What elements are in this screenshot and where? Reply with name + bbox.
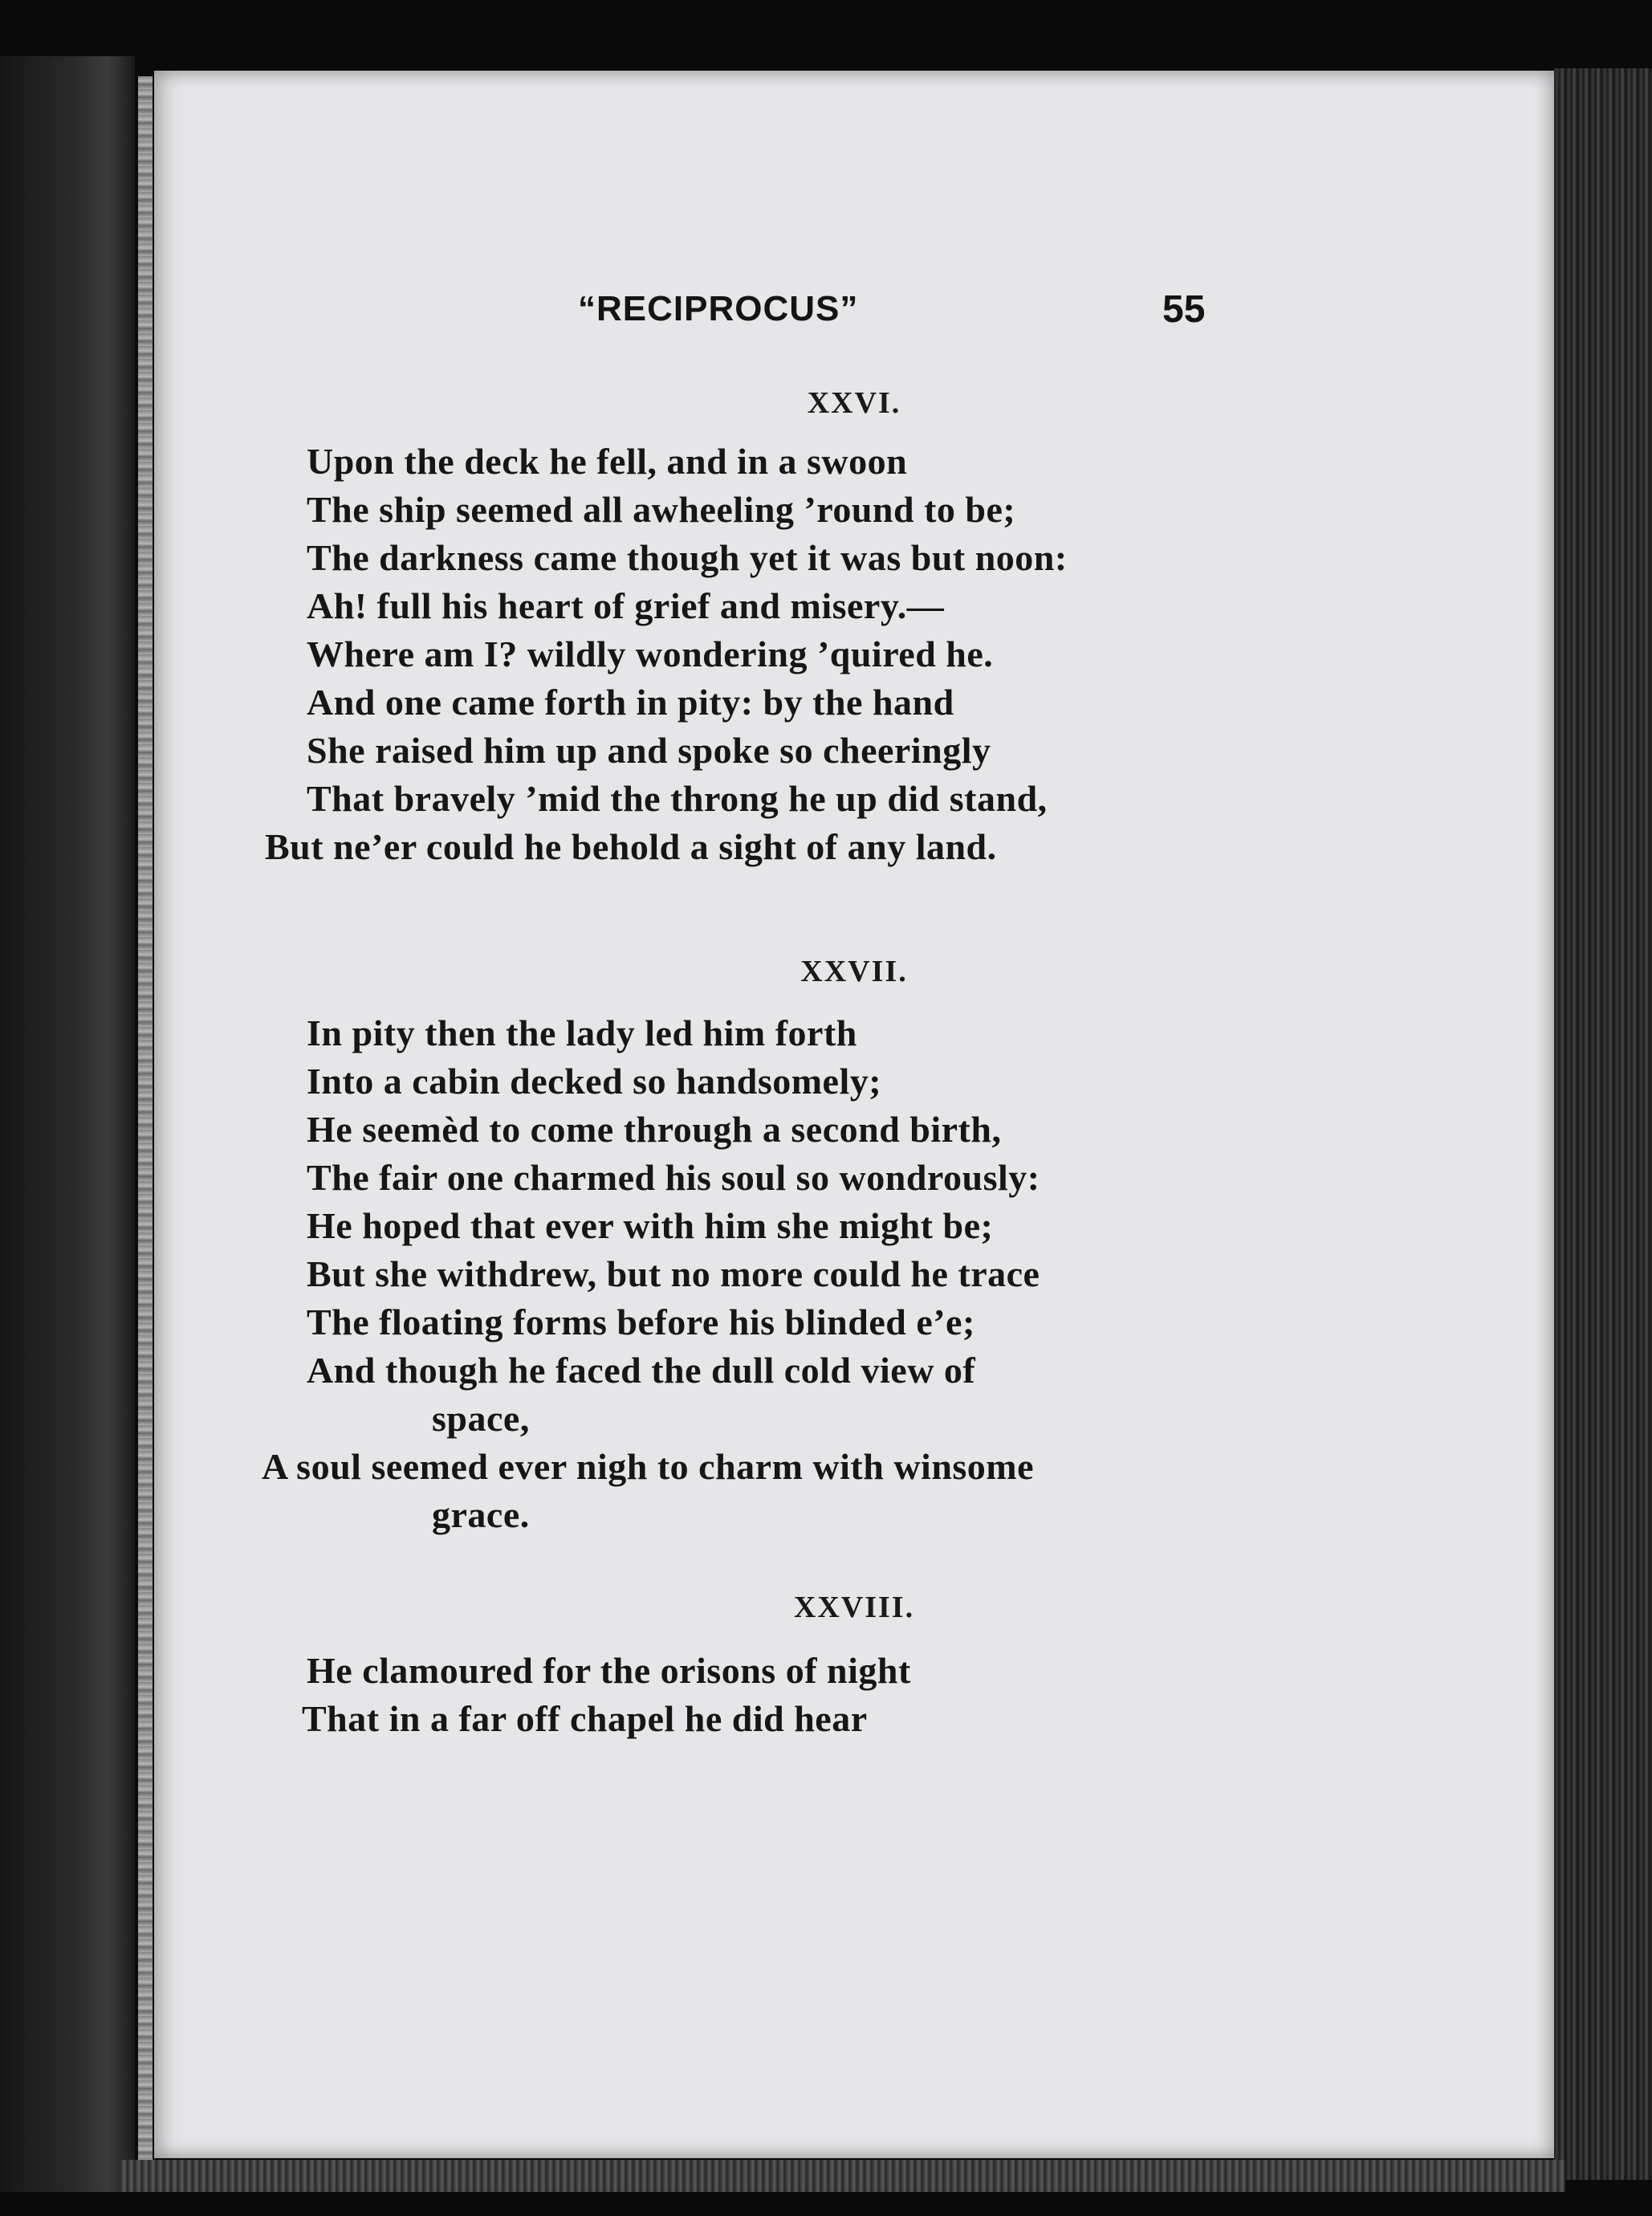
- running-head: [154, 289, 1554, 353]
- verse-line-continuation: space,: [432, 1398, 530, 1439]
- bottom-page-edge: [120, 2160, 1565, 2192]
- page-number: 55: [1162, 288, 1206, 331]
- stanza-number: XXVII.: [800, 955, 908, 988]
- book-page: [154, 71, 1554, 2158]
- running-title: “RECIPROCUS”: [578, 289, 859, 328]
- stanza-number: XXVIII.: [793, 1591, 915, 1624]
- verse-line: The floating forms before his blinded e’e;: [307, 1301, 975, 1342]
- book-fore-edge: [1553, 68, 1652, 2180]
- verse-line: He hoped that ever with him she might be;: [307, 1205, 994, 1246]
- verse-line: He clamoured for the orisons of night: [307, 1650, 911, 1691]
- stanza-number: XXVI.: [807, 386, 901, 420]
- left-page-edge: [0, 56, 135, 2192]
- verse-line: A soul seemed ever nigh to charm with winsome: [262, 1446, 1035, 1487]
- verse-line: Into a cabin decked so handsomely;: [307, 1061, 882, 1102]
- verse-line: In pity then the lady led him forth: [307, 1012, 857, 1053]
- verse-line: She raised him up and spoke so cheeringly: [307, 730, 991, 771]
- left-page-margin: [138, 76, 153, 2188]
- verse-line: That bravely ’mid the throng he up did stand,: [307, 778, 1048, 819]
- verse-line: Where am I? wildly wondering ’quired he.: [307, 633, 994, 674]
- verse-line: Upon the deck he fell, and in a swoon: [307, 441, 908, 482]
- verse-line: Ah! full his heart of grief and misery.—: [307, 585, 945, 626]
- verse-line: But she withdrew, but no more could he trace: [307, 1253, 1040, 1294]
- verse-line: He seemèd to come through a second birth,: [307, 1109, 1002, 1150]
- verse-line: But ne’er could he behold a sight of any land.: [265, 826, 997, 867]
- verse-line: And one came forth in pity: by the hand: [307, 682, 954, 723]
- verse-line: And though he faced the dull cold view of: [307, 1350, 976, 1391]
- verse-line: The darkness came though yet it was but noon:: [307, 537, 1068, 578]
- verse-line: The fair one charmed his soul so wondrously:: [307, 1157, 1040, 1198]
- verse-line: That in a far off chapel he did hear: [302, 1698, 868, 1739]
- verse-line-continuation: grace.: [432, 1494, 530, 1535]
- verse-line: The ship seemed all awheeling ’round to be;: [307, 489, 1016, 530]
